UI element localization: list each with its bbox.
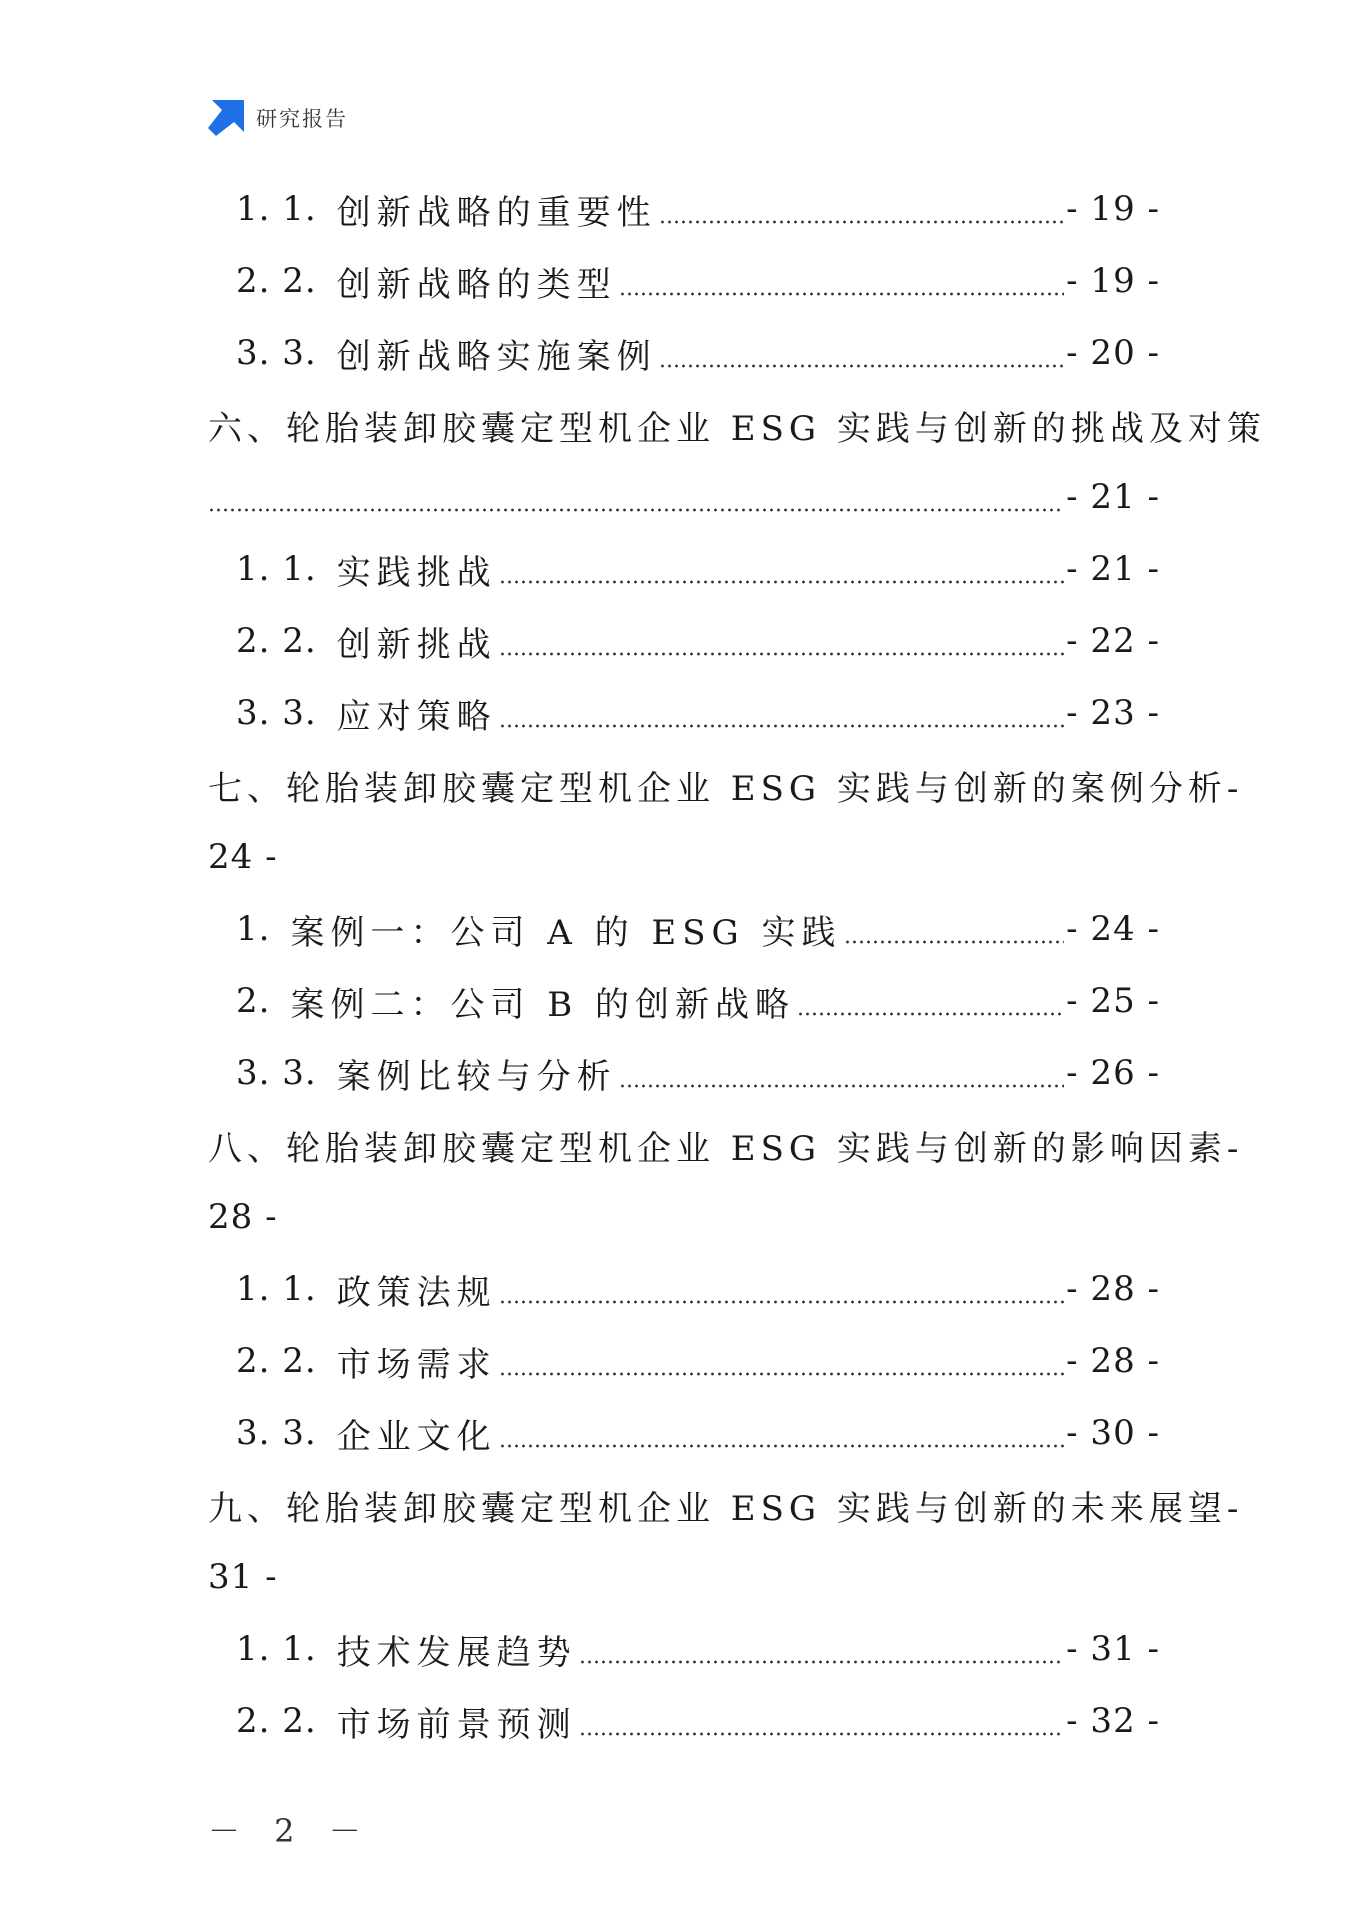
dot-leader	[499, 1397, 1064, 1469]
dot-leader	[844, 893, 1065, 965]
entry-number: 2. 2.	[236, 261, 317, 301]
table-of-contents	[208, 173, 1266, 1757]
chapter-title: 六、轮胎装卸胶囊定型机企业 ESG 实践与创新的挑战及对策	[208, 408, 1266, 449]
dot-leader	[659, 317, 1064, 389]
entry-title: 创新战略实施案例	[336, 336, 657, 377]
entry-title: 案例一：公司 A 的 ESG 实践	[290, 912, 842, 953]
chapter-page: 24 -	[208, 837, 278, 877]
entry-page: - 28 -	[1066, 1341, 1160, 1381]
toc-chapter-page-line[interactable]	[208, 821, 1160, 893]
entry-page: - 19 -	[1066, 189, 1160, 229]
toc-entry[interactable]	[208, 173, 1160, 245]
toc-entry[interactable]	[208, 533, 1160, 605]
entry-number: 1. 1.	[236, 1269, 317, 1309]
dot-leader	[499, 605, 1064, 677]
entry-number: 2. 2.	[236, 1701, 317, 1741]
arrow-up-right-icon	[208, 100, 244, 136]
toc-entry[interactable]	[208, 677, 1160, 749]
entry-number: 2. 2.	[236, 1341, 317, 1381]
entry-title: 实践挑战	[336, 552, 497, 593]
toc-entry[interactable]	[208, 605, 1160, 677]
dot-leader	[797, 965, 1064, 1037]
entry-title: 企业文化	[336, 1416, 497, 1457]
toc-chapter-page-line[interactable]	[208, 1541, 1160, 1613]
toc-entry[interactable]	[208, 1325, 1160, 1397]
toc-chapter-page-line[interactable]	[208, 1181, 1160, 1253]
dot-leader	[579, 1613, 1064, 1685]
toc-entry[interactable]	[208, 1253, 1160, 1325]
toc-entry[interactable]	[208, 245, 1160, 317]
entry-title: 技术发展趋势	[336, 1632, 577, 1673]
dot-leader	[619, 245, 1064, 317]
toc-chapter-page-line[interactable]	[208, 461, 1160, 533]
toc-entry[interactable]	[208, 317, 1160, 389]
entry-page: - 32 -	[1066, 1701, 1160, 1741]
page-number: － 2 －	[208, 1812, 373, 1850]
brand-label: 研究报告	[256, 107, 348, 131]
chapter-title: 七、轮胎装卸胶囊定型机企业 ESG 实践与创新的案例分析-	[208, 768, 1244, 809]
entry-number: 3. 3.	[236, 1413, 317, 1453]
dot-leader	[208, 461, 1064, 533]
toc-entry[interactable]	[208, 1037, 1160, 1109]
entry-page: - 24 -	[1066, 909, 1160, 949]
entry-title: 创新挑战	[336, 624, 497, 665]
entry-page: - 19 -	[1066, 261, 1160, 301]
entry-title: 创新战略的重要性	[336, 192, 657, 233]
entry-number: 2. 2.	[236, 621, 317, 661]
entry-page: - 28 -	[1066, 1269, 1160, 1309]
entry-page: - 25 -	[1066, 981, 1160, 1021]
entry-title: 市场前景预测	[336, 1704, 577, 1745]
entry-title: 市场需求	[336, 1344, 497, 1385]
chapter-title: 九、轮胎装卸胶囊定型机企业 ESG 实践与创新的未来展望-	[208, 1488, 1244, 1529]
chapter-title: 八、轮胎装卸胶囊定型机企业 ESG 实践与创新的影响因素-	[208, 1128, 1244, 1169]
entry-page: - 23 -	[1066, 693, 1160, 733]
dot-leader	[579, 1685, 1064, 1757]
chapter-page: 28 -	[208, 1197, 278, 1237]
entry-page: - 31 -	[1066, 1629, 1160, 1669]
entry-title: 创新战略的类型	[336, 264, 617, 305]
entry-page: - 26 -	[1066, 1053, 1160, 1093]
toc-entry[interactable]	[208, 1685, 1160, 1757]
toc-chapter-heading[interactable]	[208, 749, 1244, 821]
entry-title: 政策法规	[336, 1272, 497, 1313]
entry-number: 1. 1.	[236, 1629, 317, 1669]
toc-entry[interactable]	[208, 965, 1160, 1037]
toc-chapter-heading[interactable]	[208, 1469, 1244, 1541]
dot-leader	[499, 1325, 1064, 1397]
dot-leader	[499, 533, 1064, 605]
entry-page: - 30 -	[1066, 1413, 1160, 1453]
toc-entry[interactable]	[208, 1613, 1160, 1685]
entry-title: 案例二：公司 B 的创新战略	[290, 984, 796, 1025]
dot-leader	[619, 1037, 1064, 1109]
entry-title: 应对策略	[336, 696, 497, 737]
toc-chapter-heading[interactable]	[208, 389, 1266, 461]
entry-number: 3. 3.	[236, 693, 317, 733]
page-header	[208, 98, 348, 138]
dot-leader	[499, 1253, 1064, 1325]
entry-page: - 22 -	[1066, 621, 1160, 661]
entry-page: - 20 -	[1066, 333, 1160, 373]
dot-leader	[659, 173, 1064, 245]
entry-number: 1. 1.	[236, 549, 317, 589]
entry-number: 1.	[236, 909, 271, 949]
chapter-page: 31 -	[208, 1557, 278, 1597]
entry-page: - 21 -	[1066, 549, 1160, 589]
toc-entry[interactable]	[208, 893, 1160, 965]
entry-number: 3. 3.	[236, 333, 317, 373]
dot-leader	[499, 677, 1064, 749]
entry-number: 2.	[236, 981, 271, 1021]
entry-title: 案例比较与分析	[336, 1056, 617, 1097]
toc-entry[interactable]	[208, 1397, 1160, 1469]
entry-number: 1. 1.	[236, 189, 317, 229]
entry-number: 3. 3.	[236, 1053, 317, 1093]
chapter-page: - 21 -	[1066, 477, 1160, 517]
toc-chapter-heading[interactable]	[208, 1109, 1244, 1181]
